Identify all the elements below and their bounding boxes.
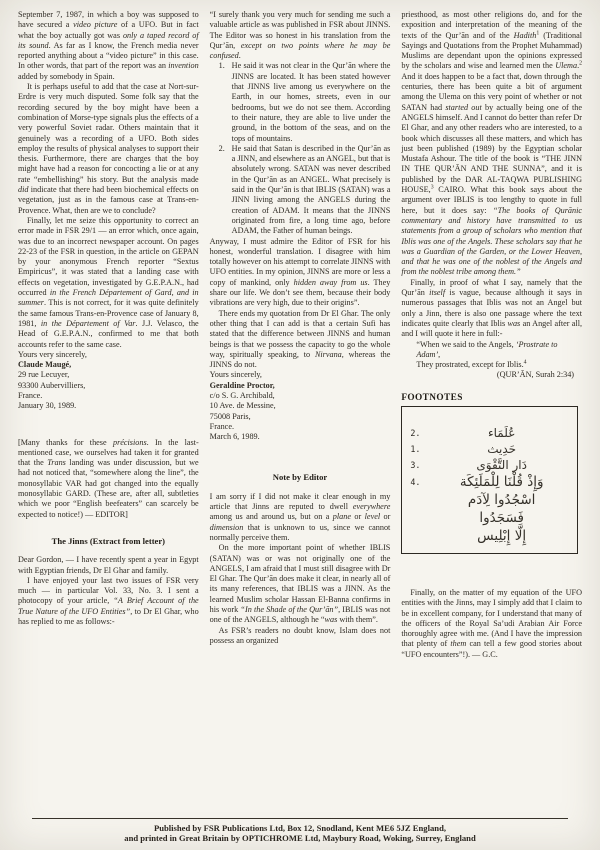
footer-printer-line: and printed in Great Britain by OPTICHROME Ltd, Maybury Road, Woking, Surrey, England [124, 833, 476, 844]
spacer [401, 554, 582, 588]
section-heading: Note by Editor [272, 472, 328, 483]
list-number: 1. [218, 61, 225, 71]
address-line: 29 rue Lecuyer, [18, 370, 70, 380]
address-line: France. [18, 390, 43, 400]
list-item [219, 61, 391, 143]
footnotes-heading: FOOTNOTES [401, 392, 463, 403]
paragraph: There ends my quotation from Dr El Ghar. The only other thing that I can add is that a certain Sufi has stated that the difference between JINNS and human beings is that we possess the capacity to go the whole way, spiritually speaking, to Nirvana, whereas the JINNS do not. [209, 308, 391, 370]
footnote-number: 4. [410, 476, 421, 487]
list-item-text: He said it was not clear in the Qur’ān where the JINNS are located. It has been stated however that JINNS live among us everywhere on the Earth, in our homes, streets, even in our bedrooms, but we do not see them. According to their nature, they are able to live under the ground, in the bottom of the seas, and on the tops of mountains. [231, 61, 391, 143]
footnote-number: 1. [410, 443, 421, 454]
quran-attribution: (QUR’ĀN, Surah 2:34) [496, 370, 575, 380]
paragraph: On the more important point of whether IBLIS (SATAN) was or was not originally one of the ANGELS, I am afraid that I must still disagree with Dr El Ghar. The Qur’ān does make it clear, in nearly all of its many references, that IBLIS was a JINN. As the learned Muslim scholar Hassan El-Banna confirms in his work “In the Shade of the Qur’ān”, IBLIS was not one of the ANGELS, although he “was with them”. [209, 543, 391, 625]
footer [18, 816, 582, 844]
spacer [18, 412, 199, 438]
signature-name: Geraldine Proctor, [209, 380, 275, 390]
paragraph: Anyway, I must admire the Editor of FSR for his honest, wonderful translation. I disagree with him totally however on his attempt to correlate JINNS with UFO entities. In my opinion, JINNS are more or less a copy of mankind, only hidden away from us. They share our life. We don’t see them, because their body vibrations are very high, due to their origins”. [209, 236, 391, 308]
paragraph: Finally, let me seize this opportunity to correct an error made in FSR 29/1 — an error which, once again, was due to an incorrect newspaper account. On pages 22-23 of the FSR in question, in the article on GEPAN by your anonymous French reporter “Sextus Empiricus”, it was stated that a landing case with effects on vegetation, investigated by G.E.P.A.N., had occurred in the French Département of Gard, and in summer. This is not correct, for it was quite definitely the same famous Trans-en-Provence case of January 8, 1981, in the Département of Var. J.J. Velasco, the Head of G.E.P.A.N., confirmed to me that both accounts refer to the same case. [18, 215, 199, 349]
text-column-3 [401, 10, 582, 816]
list-item [219, 144, 391, 237]
signature-name: Claude Maugé, [18, 360, 72, 370]
verse-line: “When we said to the Angels, ‘Prostrate to Adam’, [416, 339, 558, 359]
address-line: France. [209, 421, 234, 431]
address-line: March 6, 1989. [209, 432, 260, 442]
arabic-footnote-text: اسْجُدُوا لِآدَم [467, 491, 536, 508]
address-line: Yours sincerely, [209, 370, 262, 380]
footnote-row [410, 473, 569, 491]
paragraph: I have enjoyed your last two issues of FSR very much — in particular Vol. 33, No. 3. I sent a photocopy of your article, “A Brief Account of the True Nature of the UFO Entities”, to Dr El Ghar, who has replied to me as follows:- [18, 575, 199, 627]
verse-line: They prostrated, except for Iblis.$^4$ [416, 359, 527, 370]
footnote-row [410, 491, 569, 509]
footnote-number: 2. [410, 427, 421, 438]
section-heading: The Jinns (Extract from letter) [51, 535, 166, 546]
address-line: 75008 Paris, [209, 411, 251, 421]
paragraph: September 7, 1987, in which a boy was supposed to have secured a video picture of a UFO. But in fact what the boy actually got was only a taped record of its sound. As far as I know, the French media never reported anything about a “video picture” in this case. In other words, that part of the report was an invention added by somebody in Spain. [18, 10, 199, 81]
list-number: 2. [218, 143, 225, 153]
text-columns [18, 10, 582, 816]
address-line: Yours very sincerely, [18, 349, 87, 359]
address-line: 93300 Aubervilliers, [18, 380, 86, 390]
arabic-footnote-text: إِلَّا إِبْلِيس [477, 527, 527, 544]
footnote-row [410, 509, 569, 527]
address-line: January 30, 1989. [18, 401, 77, 411]
arabic-footnote-text: عُلَمَاء [487, 425, 516, 440]
footnote-row [410, 425, 569, 441]
footer-rule [32, 818, 568, 819]
list-item-text: He said that Satan is described in the Qur’ān as a JINN, and elsewhere as an ANGEL, but that is absolutely wrong. SATAN was never described in the Qur’ān as an ANGEL. What precisely is said in the Qur’ān is that IBLIS (SATAN) was a JINN living among the ANGELS during the creation of ADAM. It means that the JINNS originated from fire, a long time ago, before ADAM, the Father of human beings. [231, 143, 391, 236]
text-column-2 [210, 10, 391, 816]
spacer [210, 442, 391, 456]
address-line: c/o S. G. Archibald, [209, 390, 275, 400]
address-line: 10 Ave. de Messine, [209, 401, 276, 411]
arabic-footnote-text: دَار التَّقْوَى [476, 457, 527, 472]
footnotes-box [401, 406, 578, 554]
address-block [210, 370, 391, 442]
footnote-row [410, 457, 569, 473]
paragraph: Finally, in proof of what I say, namely that the Qur’ān itself is vague, because although it says in numerous passages that Iblis was not an Angel but only a Jinn, there is also one passage where the text indicates quite clearly that Iblis was an Angel after all, and I will quote it here in full:- [401, 277, 582, 339]
arabic-footnote-text: حَدِيث [487, 441, 517, 456]
paragraph: I am sorry if I did not make it clear enough in my article that Jinns are reputed to dwell everywhere among us and around us, but on a plane or level or dimension that is unknown to us, since we cannot normally perceive them. [209, 491, 391, 542]
arabic-footnote-text: فَسَجَدُوا [479, 509, 524, 526]
address-block [18, 350, 199, 412]
footnote-number: 3. [410, 459, 421, 470]
paragraph: As FSR’s readers no doubt know, Islam does not possess an organized [209, 625, 391, 645]
paragraph: Finally, on the matter of my equation of the UFO entities with the Jinns, may I simply add that I claim to be in excellent company, for I understand that many of the officers of the Royal Sa’udi Arabian Air Force thoroughly agree with me. (And I have the impression that plenty of them can tell a few good stories about “UFO encounters”!). — G.C. [401, 587, 582, 659]
paragraph: It is perhaps useful to add that the case at Nort-sur-Erdre is very much disputed. Some folk say that the recording secured by the boy might have been a combination of Morse-type signals plus the effects of a very powerful Soviet radar. Others maintain that it genuinely was a recording of a UFO. Both sides employ the results of physical analyses to support their thesis. Furthermore, there are charges that the boy might have had a reason for concocting a lie or at any rate “embellishing” his story. But the analysis made did indicate that there had been biochemical effects on vegetation, just as in the famous case at Trans-en-Provence. What, then are we to conclude? [18, 82, 199, 215]
footnote-row [410, 527, 569, 545]
paragraph: priesthood, as most other religions do, and for the exposition and interpretation of the meaning of the texts of the Qur’ān and of the Hadith$^1$ (Traditional Sayings and Quotations from the Prophet Muhammad) Muslims are dependant upon the opinions expressed by the scholars and wise and learned men the Ulema.$^2$ And it does happen to be a fact that, down through the centuries, there has been quite a bit of argument among the Ulema on this very point of whether or not SATAN had started out by actually being one of the ANGELS himself. And I cannot do better than refer Dr El Ghar, and any other readers who are interested, to a book which discusses all these matters, and which has just been published (1989) by the Egyptian scholar Mustafa Ashour. The title of the book is “THE JINN IN THE QUR’ĀN AND THE SUNNA”, and it is published by the DAR AL-TAQWA PUBLISHING HOUSE,$^3$ CAIRO. What this book says about the argument over IBLIS is too lengthy to quote in full here, but it does say: “The books of Qurānic commentary and history have transmitted to us statements from a group of scholars who mention that Iblis was one of the Angels. These scholars say that he was a Guardian of the Garden, or the Lower Heaven, and that he was one of the noblest of the Angels and from the noblest tribe among them.” [401, 10, 582, 277]
paragraph: [Many thanks for these précisions. In the last-mentioned case, we ourselves had taken it for granted that the Trans landing was under discussion, but we had not noticed that, “somewhere along the line”, the monosyllabic VAR had got changed into the equally monosyllabic GARD. (These are, after all, subtleties which we poor “English beefeaters” can scarcely be expected to notice!) — EDITOR] [18, 437, 199, 519]
footnote-row [410, 441, 569, 457]
paragraph: “I surely thank you very much for sending me such a valuable article as was published in FSR about JINNS. The Editor was so honest in his translation from the Qur’ān, except on two points where he may be confused. [209, 10, 391, 61]
paragraph: Dear Gordon, — I have recently spent a year in Egypt with Egyptian friends, Dr El Ghar and family. [18, 555, 199, 575]
text-column-1 [18, 10, 199, 816]
footer-publisher-line: Published by FSR Publications Ltd, Box 12, Snodland, Kent ME6 5JZ England, [153, 822, 447, 833]
arabic-footnote-text: وَإِذْ قُلْنَا لِلْمَلَئِكَة [459, 473, 544, 490]
